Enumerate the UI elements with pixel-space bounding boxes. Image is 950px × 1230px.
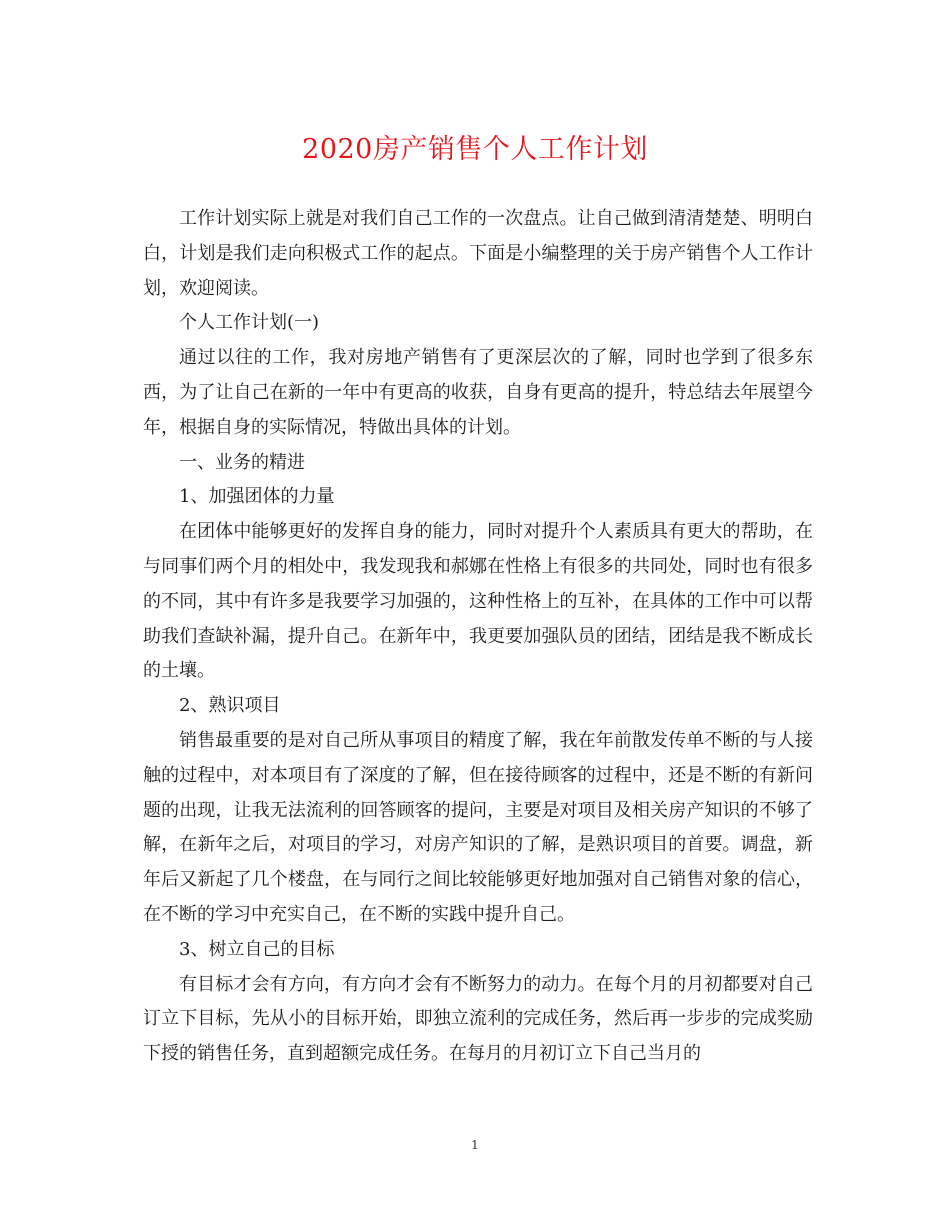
paragraph-intro: 工作计划实际上就是对我们自己工作的一次盘点。让自己做到清清楚楚、明明白白，计划是我们走向积极式工作的起点。下面是小编整理的关于房产销售个人工作计划，欢迎阅读。	[143, 208, 813, 299]
section-heading-plan-1: 个人工作计划(一)	[179, 312, 320, 334]
subheading-project: 2、熟识项目	[179, 695, 281, 717]
paragraph-project: 销售最重要的是对自己所从事项目的精度了解，我在年前散发传单不断的与人接触的过程中，对本项目有了深度的了解，但在接待顾客的过程中，还是不断的有新问题的出现，让我无法流利的回答顾客的提问，主要是对项目及相关房产知识的不够了解，在新年之后，对项目的学习，对房产知识的了解，是熟识项目的首要。调盘，新年后又新起了几个楼盘，在与同行之间比较能够更好地加强对自己销售对象的信心，在不断的学习中充实自己，在不断的实践中提升自己。	[143, 729, 813, 925]
paragraph-overview: 通过以往的工作，我对房地产销售有了更深层次的了解，同时也学到了很多东西，为了让自己在新的一年中有更高的收获，自身有更高的提升，特总结去年展望今年，根据自身的实际情况，特做出具体的计划。	[143, 347, 813, 438]
paragraph-team: 在团体中能够更好的发挥自身的能力，同时对提升个人素质具有更大的帮助，在与同事们两个月的相处中，我发现我和郝娜在性格上有很多的共同处，同时也有很多的不同，其中有许多是我要学习加强的，这种性格上的互补，在具体的工作中可以帮助我们查缺补漏，提升自己。在新年中，我更要加强队员的团结，团结是我不断成长的土壤。	[143, 521, 813, 682]
paragraph-goals: 有目标才会有方向，有方向才会有不断努力的动力。在每个月的月初都要对自己订立下目标，先从小的目标开始，即独立流利的完成任务，然后再一步步的完成奖励下授的销售任务，直到超额完成任务。在每月的月初订立下自己当月的	[143, 973, 813, 1065]
document-title: 2020房产销售个人工作计划	[302, 134, 648, 165]
section-heading-business: 一、业务的精进	[179, 451, 305, 473]
page-number: 1	[471, 1138, 479, 1152]
subheading-goals: 3、树立自己的目标	[179, 938, 335, 960]
subheading-team: 1、加强团体的力量	[179, 486, 335, 508]
document-body	[143, 202, 813, 1072]
